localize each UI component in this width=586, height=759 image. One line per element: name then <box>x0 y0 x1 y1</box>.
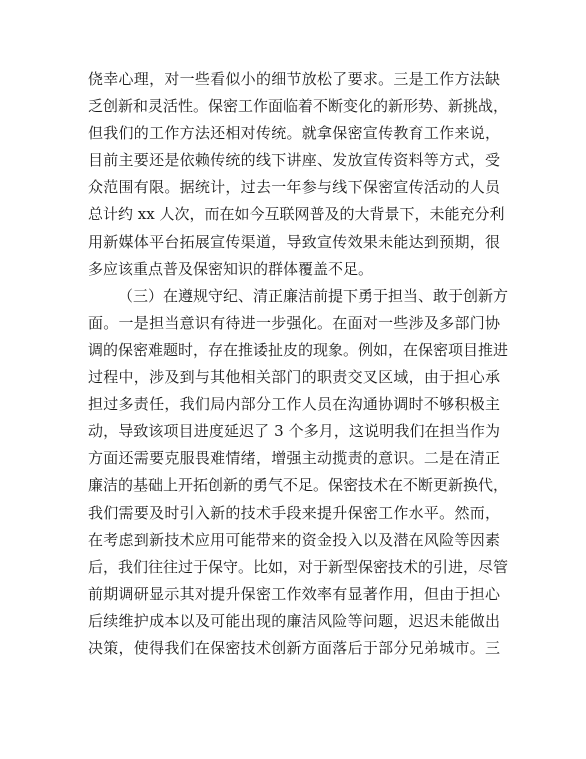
text-line: 在考虑到新技术应用可能带来的资金投入以及潜在风险等因素 <box>88 530 500 549</box>
text-line: 后，我们往往过于保守。比如，对于新型保密技术的引进，尽管 <box>88 557 509 576</box>
text-line: 目前主要还是依赖传统的线下讲座、发放宣传资料等方式，受 <box>88 151 500 170</box>
text-line: 廉洁的基础上开拓创新的勇气不足。保密技术在不断更新换代， <box>88 476 509 495</box>
text-line: 过程中，涉及到与其他相关部门的职责交叉区域，由于担心承 <box>88 368 500 387</box>
text-line: （三）在遵规守纪、清正廉洁前提下勇于担当、敢于创新方 <box>118 286 509 305</box>
text-line: 方面还需要克服畏难情绪，增强主动揽责的意识。二是在清正 <box>88 449 500 468</box>
text-line: 但我们的工作方法还相对传统。就拿保密宣传教育工作来说， <box>88 124 500 143</box>
text-line: 我们需要及时引入新的技术手段来提升保密工作水平。然而， <box>88 503 500 522</box>
text-line: 后续维护成本以及可能出现的廉洁风险等问题，迟迟未能做出 <box>88 611 500 630</box>
text-line: 多应该重点普及保密知识的群体覆盖不足。 <box>88 259 374 278</box>
text-line: 调的保密难题时，存在推诿扯皮的现象。例如，在保密项目推进 <box>88 340 509 359</box>
text-line: 决策，使得我们在保密技术创新方面落后于部分兄弟城市。三 <box>88 638 500 657</box>
document-body <box>88 66 509 662</box>
text-line: 动，导致该项目进度延迟了 3 个多月，这说明我们在担当作为 <box>88 422 500 441</box>
text-line: 担过多责任，我们局内部分工作人员在沟通协调时不够积极主 <box>88 395 500 414</box>
text-line: 乏创新和灵活性。保密工作面临着不断变化的新形势、新挑战， <box>88 97 509 116</box>
text-line: 前期调研显示其对提升保密工作效率有显著作用，但由于担心 <box>88 584 500 603</box>
text-line: 侥幸心理，对一些看似小的细节放松了要求。三是工作方法缺 <box>88 70 500 88</box>
text-line: 总计约 xx 人次，而在如今互联网普及的大背景下，未能充分利 <box>88 205 505 224</box>
text-line: 众范围有限。据统计，过去一年参与线下保密宣传活动的人员 <box>88 178 500 197</box>
text-line: 用新媒体平台拓展宣传渠道，导致宣传效果未能达到预期，很 <box>88 232 500 251</box>
text-line: 面。一是担当意识有待进一步强化。在面对一些涉及多部门协 <box>88 313 500 332</box>
